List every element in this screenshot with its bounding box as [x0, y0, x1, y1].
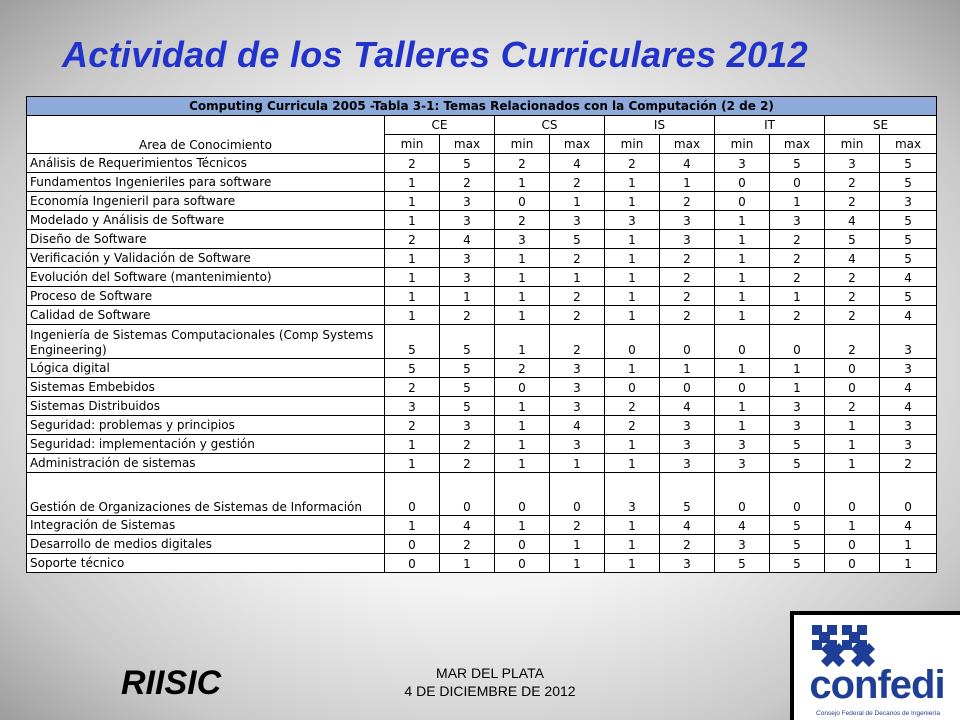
min-value-cell: 4: [825, 211, 880, 230]
min-value-cell: 1: [385, 287, 440, 306]
table-row: [27, 230, 937, 249]
max-value-cell: 0: [770, 473, 825, 516]
min-value-cell: 5: [385, 325, 440, 359]
max-value-cell: 3: [550, 435, 605, 454]
min-value-cell: 1: [495, 249, 550, 268]
max-value-cell: 3: [550, 397, 605, 416]
min-value-cell: 1: [605, 249, 660, 268]
min-value-cell: 1: [715, 287, 770, 306]
max-value-cell: 4: [660, 154, 715, 173]
min-value-cell: 1: [715, 230, 770, 249]
table-row: [27, 154, 937, 173]
min-value-cell: 0: [715, 473, 770, 516]
max-value-cell: 2: [550, 287, 605, 306]
max-value-cell: 2: [550, 306, 605, 325]
footer-event: [370, 664, 610, 700]
min-value-cell: 1: [825, 516, 880, 535]
max-value-cell: 5: [440, 359, 495, 378]
table-row: [27, 325, 937, 359]
max-value-cell: 2: [770, 249, 825, 268]
area-cell: Sistemas Distribuidos: [27, 397, 385, 416]
max-header: max: [440, 135, 495, 154]
area-cell: Diseño de Software: [27, 230, 385, 249]
max-value-cell: 1: [550, 554, 605, 573]
table-row: [27, 554, 937, 573]
max-value-cell: 5: [880, 249, 937, 268]
max-value-cell: 4: [880, 516, 937, 535]
table-row: [27, 516, 937, 535]
max-value-cell: 3: [660, 554, 715, 573]
max-value-cell: 2: [770, 268, 825, 287]
min-value-cell: 0: [385, 473, 440, 516]
min-value-cell: 3: [715, 535, 770, 554]
max-value-cell: 4: [440, 516, 495, 535]
area-cell: Verificación y Validación de Software: [27, 249, 385, 268]
min-value-cell: 1: [825, 416, 880, 435]
min-value-cell: 1: [495, 173, 550, 192]
min-value-cell: 2: [385, 378, 440, 397]
min-value-cell: 1: [605, 306, 660, 325]
min-value-cell: 0: [715, 325, 770, 359]
min-value-cell: 0: [605, 378, 660, 397]
min-header: min: [495, 135, 550, 154]
footer-brand: RIISIC: [121, 664, 222, 702]
max-value-cell: 0: [660, 325, 715, 359]
max-value-cell: 3: [770, 397, 825, 416]
min-value-cell: 0: [495, 473, 550, 516]
min-header: min: [715, 135, 770, 154]
max-value-cell: 2: [660, 535, 715, 554]
max-value-cell: 3: [660, 416, 715, 435]
max-value-cell: 4: [880, 268, 937, 287]
max-value-cell: 0: [770, 173, 825, 192]
table-row: [27, 306, 937, 325]
min-value-cell: 2: [385, 230, 440, 249]
min-value-cell: 1: [385, 173, 440, 192]
max-value-cell: 1: [550, 268, 605, 287]
slide-title: Actividad de los Talleres Curriculares 2012: [62, 34, 808, 75]
min-value-cell: 1: [605, 192, 660, 211]
max-value-cell: 2: [660, 249, 715, 268]
max-value-cell: 2: [770, 306, 825, 325]
group-header: CS: [495, 116, 605, 135]
max-value-cell: 5: [550, 230, 605, 249]
max-value-cell: 3: [660, 454, 715, 473]
table-row: [27, 454, 937, 473]
max-value-cell: 5: [440, 154, 495, 173]
max-value-cell: 3: [440, 249, 495, 268]
min-value-cell: 1: [715, 211, 770, 230]
max-value-cell: 1: [660, 173, 715, 192]
min-value-cell: 2: [495, 154, 550, 173]
curricula-table-container: [26, 96, 936, 573]
area-cell: Administración de sistemas: [27, 454, 385, 473]
area-cell: Proceso de Software: [27, 287, 385, 306]
group-header: SE: [825, 116, 937, 135]
table-body: [27, 154, 937, 573]
table-row: [27, 249, 937, 268]
max-header: max: [550, 135, 605, 154]
area-cell: Seguridad: implementación y gestión: [27, 435, 385, 454]
max-header: max: [660, 135, 715, 154]
min-value-cell: 2: [825, 325, 880, 359]
max-value-cell: 0: [660, 378, 715, 397]
footer-date: 4 DE DICIEMBRE DE 2012: [404, 683, 576, 699]
max-value-cell: 4: [660, 397, 715, 416]
confedi-wordmark: confedi: [809, 663, 945, 707]
max-value-cell: 1: [770, 192, 825, 211]
max-value-cell: 4: [880, 397, 937, 416]
min-value-cell: 1: [605, 230, 660, 249]
max-value-cell: 5: [770, 154, 825, 173]
min-value-cell: 0: [495, 378, 550, 397]
group-header: CE: [385, 116, 495, 135]
max-value-cell: 5: [440, 397, 495, 416]
max-header: max: [770, 135, 825, 154]
min-value-cell: 0: [385, 554, 440, 573]
max-value-cell: 2: [660, 192, 715, 211]
max-value-cell: 0: [770, 325, 825, 359]
area-cell: Fundamentos Ingenieriles para software: [27, 173, 385, 192]
max-value-cell: 4: [550, 416, 605, 435]
min-value-cell: 1: [825, 454, 880, 473]
min-value-cell: 1: [605, 516, 660, 535]
max-value-cell: 3: [770, 416, 825, 435]
max-value-cell: 3: [550, 211, 605, 230]
max-value-cell: 1: [440, 287, 495, 306]
min-value-cell: 2: [605, 416, 660, 435]
min-value-cell: 0: [495, 535, 550, 554]
min-value-cell: 3: [385, 397, 440, 416]
min-value-cell: 2: [495, 359, 550, 378]
max-value-cell: 5: [770, 454, 825, 473]
min-value-cell: 3: [825, 154, 880, 173]
table-caption: Computing Curricula 2005 -Tabla 3-1: Temas Relacionados con la Computación (2 de 2): [27, 97, 937, 116]
max-value-cell: 4: [880, 378, 937, 397]
max-value-cell: 5: [880, 287, 937, 306]
max-value-cell: 3: [660, 211, 715, 230]
min-value-cell: 1: [495, 268, 550, 287]
max-value-cell: 1: [770, 359, 825, 378]
min-value-cell: 1: [605, 454, 660, 473]
min-value-cell: 2: [825, 287, 880, 306]
min-value-cell: 5: [715, 554, 770, 573]
table-row: [27, 287, 937, 306]
min-value-cell: 1: [385, 306, 440, 325]
max-value-cell: 0: [550, 473, 605, 516]
max-value-cell: 1: [880, 554, 937, 573]
max-value-cell: 1: [770, 287, 825, 306]
min-value-cell: 2: [605, 154, 660, 173]
min-value-cell: 3: [605, 211, 660, 230]
max-value-cell: 3: [440, 211, 495, 230]
max-value-cell: 2: [440, 306, 495, 325]
max-value-cell: 1: [550, 192, 605, 211]
min-value-cell: 0: [715, 378, 770, 397]
max-value-cell: 5: [770, 554, 825, 573]
max-value-cell: 3: [880, 192, 937, 211]
min-value-cell: 0: [385, 535, 440, 554]
max-value-cell: 2: [550, 173, 605, 192]
max-value-cell: 2: [660, 287, 715, 306]
max-value-cell: 0: [880, 473, 937, 516]
caption-row: [27, 97, 937, 116]
max-value-cell: 5: [880, 173, 937, 192]
group-header-row: [27, 116, 937, 135]
min-value-cell: 1: [385, 249, 440, 268]
table-row: [27, 435, 937, 454]
min-value-cell: 0: [495, 554, 550, 573]
min-value-cell: 1: [715, 268, 770, 287]
min-value-cell: 1: [385, 516, 440, 535]
max-value-cell: 2: [660, 306, 715, 325]
area-cell: Lógica digital: [27, 359, 385, 378]
max-value-cell: 1: [880, 535, 937, 554]
confedi-logo: [790, 611, 960, 720]
min-value-cell: 1: [605, 435, 660, 454]
min-value-cell: 5: [385, 359, 440, 378]
max-value-cell: 5: [770, 516, 825, 535]
min-value-cell: 1: [715, 416, 770, 435]
min-value-cell: 1: [385, 192, 440, 211]
min-value-cell: 1: [605, 173, 660, 192]
max-value-cell: 4: [550, 154, 605, 173]
table-row: [27, 378, 937, 397]
max-value-cell: 2: [770, 230, 825, 249]
max-value-cell: 4: [880, 306, 937, 325]
max-value-cell: 3: [550, 359, 605, 378]
min-header: min: [385, 135, 440, 154]
min-value-cell: 1: [495, 516, 550, 535]
min-value-cell: 2: [495, 211, 550, 230]
table-row: [27, 173, 937, 192]
max-value-cell: 2: [880, 454, 937, 473]
max-value-cell: 1: [770, 378, 825, 397]
min-value-cell: 4: [715, 516, 770, 535]
max-value-cell: 1: [550, 454, 605, 473]
min-value-cell: 0: [825, 359, 880, 378]
table-row: [27, 192, 937, 211]
min-value-cell: 1: [385, 268, 440, 287]
max-value-cell: 2: [550, 516, 605, 535]
min-value-cell: 3: [715, 454, 770, 473]
min-value-cell: 1: [385, 454, 440, 473]
max-value-cell: 3: [880, 359, 937, 378]
min-value-cell: 2: [825, 397, 880, 416]
min-value-cell: 2: [385, 416, 440, 435]
max-value-cell: 5: [660, 473, 715, 516]
min-value-cell: 1: [385, 211, 440, 230]
max-value-cell: 3: [440, 268, 495, 287]
confedi-subtitle: Consejo Federal de Decanos de Ingeniería: [816, 710, 940, 717]
group-header: IT: [715, 116, 825, 135]
area-cell: Análisis de Requerimientos Técnicos: [27, 154, 385, 173]
min-value-cell: 0: [715, 173, 770, 192]
area-cell: Economía Ingenieril para software: [27, 192, 385, 211]
max-value-cell: 4: [440, 230, 495, 249]
min-value-cell: 1: [715, 359, 770, 378]
max-value-cell: 2: [440, 435, 495, 454]
max-value-cell: 5: [880, 154, 937, 173]
min-value-cell: 2: [825, 173, 880, 192]
group-header: IS: [605, 116, 715, 135]
table-row: [27, 535, 937, 554]
max-value-cell: 5: [880, 211, 937, 230]
table-row: [27, 211, 937, 230]
min-value-cell: 3: [495, 230, 550, 249]
table-row: [27, 397, 937, 416]
min-value-cell: 1: [715, 249, 770, 268]
max-value-cell: 3: [660, 435, 715, 454]
area-cell: Desarrollo de medios digitales: [27, 535, 385, 554]
min-value-cell: 3: [715, 154, 770, 173]
min-value-cell: 2: [605, 397, 660, 416]
min-value-cell: 1: [605, 554, 660, 573]
max-value-cell: 5: [770, 535, 825, 554]
max-value-cell: 2: [550, 325, 605, 359]
max-value-cell: 3: [880, 325, 937, 359]
table-row: [27, 416, 937, 435]
min-value-cell: 1: [605, 535, 660, 554]
area-cell: Ingeniería de Sistemas Computacionales (Comp Systems Engineering): [27, 325, 385, 359]
min-value-cell: 1: [495, 397, 550, 416]
min-value-cell: 1: [605, 268, 660, 287]
min-value-cell: 1: [715, 306, 770, 325]
table-row: [27, 473, 937, 516]
area-cell: Evolución del Software (mantenimiento): [27, 268, 385, 287]
min-value-cell: 5: [825, 230, 880, 249]
min-value-cell: 2: [825, 268, 880, 287]
max-value-cell: 2: [440, 454, 495, 473]
area-header: Area de Conocimiento: [27, 116, 385, 154]
min-value-cell: 3: [715, 435, 770, 454]
min-value-cell: 0: [495, 192, 550, 211]
max-value-cell: 1: [440, 554, 495, 573]
min-value-cell: 2: [825, 192, 880, 211]
min-value-cell: 0: [825, 554, 880, 573]
max-value-cell: 2: [660, 268, 715, 287]
table-row: [27, 359, 937, 378]
min-header: min: [605, 135, 660, 154]
max-value-cell: 3: [550, 378, 605, 397]
min-value-cell: 4: [825, 249, 880, 268]
min-value-cell: 1: [495, 287, 550, 306]
max-value-cell: 1: [660, 359, 715, 378]
min-value-cell: 1: [385, 435, 440, 454]
min-value-cell: 0: [605, 325, 660, 359]
max-value-cell: 2: [440, 173, 495, 192]
max-value-cell: 3: [440, 416, 495, 435]
max-value-cell: 2: [440, 535, 495, 554]
min-value-cell: 0: [825, 378, 880, 397]
max-value-cell: 0: [440, 473, 495, 516]
min-value-cell: 1: [495, 306, 550, 325]
area-cell: Gestión de Organizaciones de Sistemas de Información: [27, 473, 385, 516]
max-value-cell: 4: [660, 516, 715, 535]
max-value-cell: 3: [660, 230, 715, 249]
max-value-cell: 2: [550, 249, 605, 268]
max-header: max: [880, 135, 937, 154]
area-cell: Soporte técnico: [27, 554, 385, 573]
min-value-cell: 1: [715, 397, 770, 416]
max-value-cell: 3: [880, 435, 937, 454]
max-value-cell: 1: [550, 535, 605, 554]
min-value-cell: 1: [825, 435, 880, 454]
min-value-cell: 1: [495, 454, 550, 473]
min-value-cell: 2: [825, 306, 880, 325]
min-value-cell: 0: [825, 473, 880, 516]
min-value-cell: 1: [605, 287, 660, 306]
min-value-cell: 1: [605, 359, 660, 378]
max-value-cell: 3: [770, 211, 825, 230]
area-cell: Sistemas Embebidos: [27, 378, 385, 397]
curricula-table: [26, 96, 937, 573]
min-value-cell: 1: [495, 325, 550, 359]
max-value-cell: 3: [880, 416, 937, 435]
max-value-cell: 5: [440, 325, 495, 359]
area-cell: Calidad de Software: [27, 306, 385, 325]
min-value-cell: 1: [495, 416, 550, 435]
max-value-cell: 5: [880, 230, 937, 249]
area-cell: Modelado y Análisis de Software: [27, 211, 385, 230]
min-value-cell: 3: [605, 473, 660, 516]
table-head: [27, 97, 937, 154]
min-value-cell: 0: [825, 535, 880, 554]
min-value-cell: 1: [495, 435, 550, 454]
max-value-cell: 5: [440, 378, 495, 397]
area-cell: Seguridad: problemas y principios: [27, 416, 385, 435]
min-value-cell: 2: [385, 154, 440, 173]
area-cell: Integración de Sistemas: [27, 516, 385, 535]
footer-location: MAR DEL PLATA: [436, 665, 544, 681]
table-row: [27, 268, 937, 287]
max-value-cell: 3: [440, 192, 495, 211]
max-value-cell: 5: [770, 435, 825, 454]
min-value-cell: 0: [715, 192, 770, 211]
min-header: min: [825, 135, 880, 154]
